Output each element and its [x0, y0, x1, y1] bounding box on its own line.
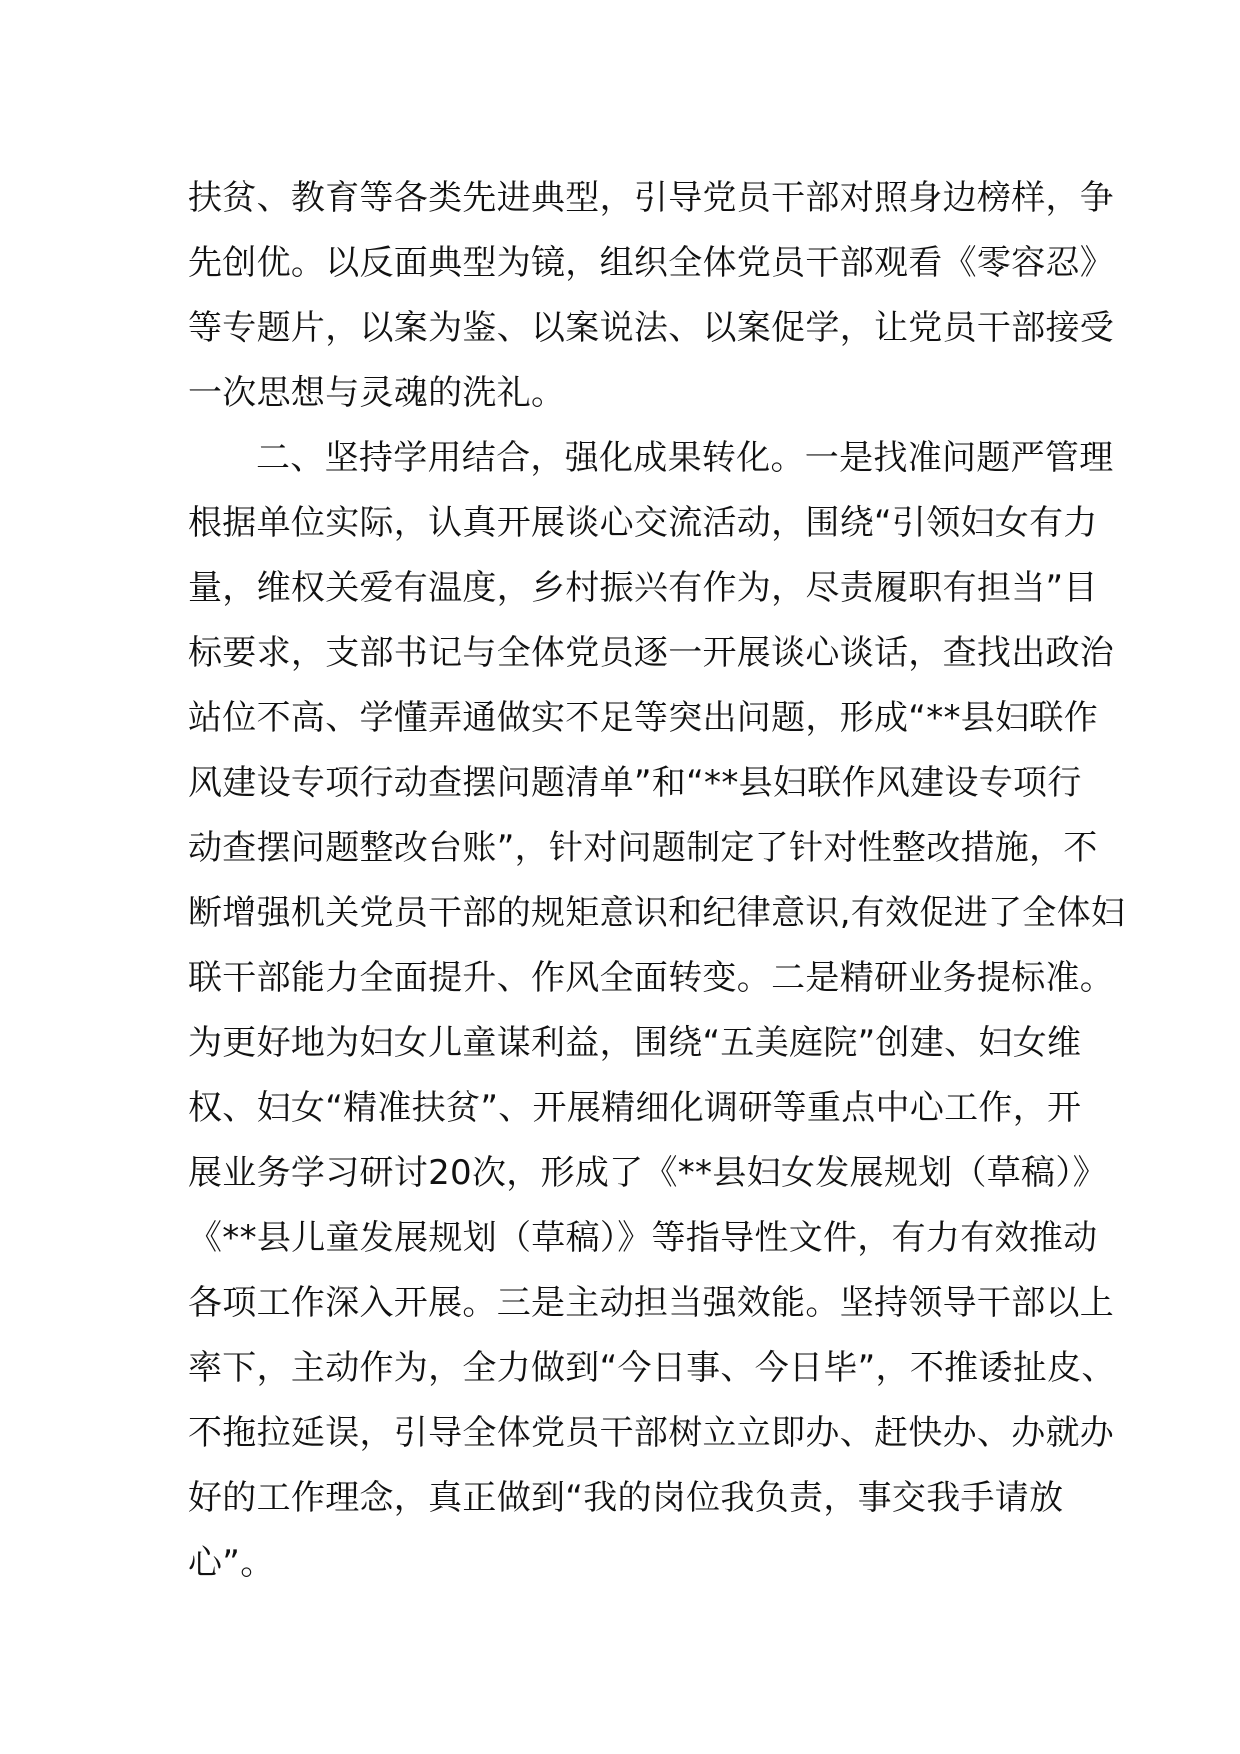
- text-line: 断增强机关党员干部的规矩意识和纪律意识,有效促进了全体妇: [188, 893, 1126, 933]
- text-line: 风建设专项行动查摆问题清单”和“**县妇联作风建设专项行: [188, 763, 1082, 803]
- text-line: 联干部能力全面提升、作风全面转变。二是精研业务提标准。: [188, 958, 1115, 998]
- text-line: 先创优。以反面典型为镜，组织全体党员干部观看《零容忍》: [188, 243, 1115, 283]
- text-line: 一次思想与灵魂的洗礼。: [188, 373, 566, 413]
- text-line: 标要求，支部书记与全体党员逐一开展谈心谈话，查找出政治: [188, 633, 1115, 673]
- text-line: 展业务学习研讨20次，形成了《**县妇女发展规划（草稿）》: [188, 1153, 1107, 1193]
- text-line: 率下，主动作为，全力做到“今日事、今日毕”，不推诿扯皮、: [188, 1348, 1116, 1388]
- text-line: 扶贫、教育等各类先进典型，引导党员干部对照身边榜样，争: [188, 178, 1115, 218]
- text-line: 量，维权关爱有温度，乡村振兴有作为，尽责履职有担当”目: [188, 568, 1098, 608]
- text-line: 站位不高、学懂弄通做实不足等突出问题，形成“**县妇联作: [188, 698, 1099, 738]
- text-line: 为更好地为妇女儿童谋利益，围绕“五美庭院”创建、妇女维: [188, 1023, 1082, 1063]
- text-line: 心”。: [188, 1543, 275, 1583]
- section-heading-line: 二、坚持学用结合，强化成果转化。一是找准问题严管理: [256, 438, 1114, 478]
- text-line: 好的工作理念，真正做到“我的岗位我负责，事交我手请放: [188, 1478, 1064, 1518]
- text-line: 《**县儿童发展规划（草稿）》等指导性文件，有力有效推动: [188, 1218, 1098, 1258]
- text-line: 各项工作深入开展。三是主动担当强效能。坚持领导干部以上: [188, 1283, 1115, 1323]
- text-line: 根据单位实际，认真开展谈心交流活动，围绕“引领妇女有力: [188, 503, 1098, 543]
- text-line: 权、妇女“精准扶贫”、开展精细化调研等重点中心工作，开: [188, 1088, 1082, 1128]
- text-line: 不拖拉延误，引导全体党员干部树立立即办、赶快办、办就办: [188, 1413, 1115, 1453]
- body-text: [188, 166, 1126, 1596]
- text-line: 动查摆问题整改台账”，针对问题制定了针对性整改措施，不: [188, 828, 1098, 868]
- text-line: 等专题片，以案为鉴、以案说法、以案促学，让党员干部接受: [188, 308, 1115, 348]
